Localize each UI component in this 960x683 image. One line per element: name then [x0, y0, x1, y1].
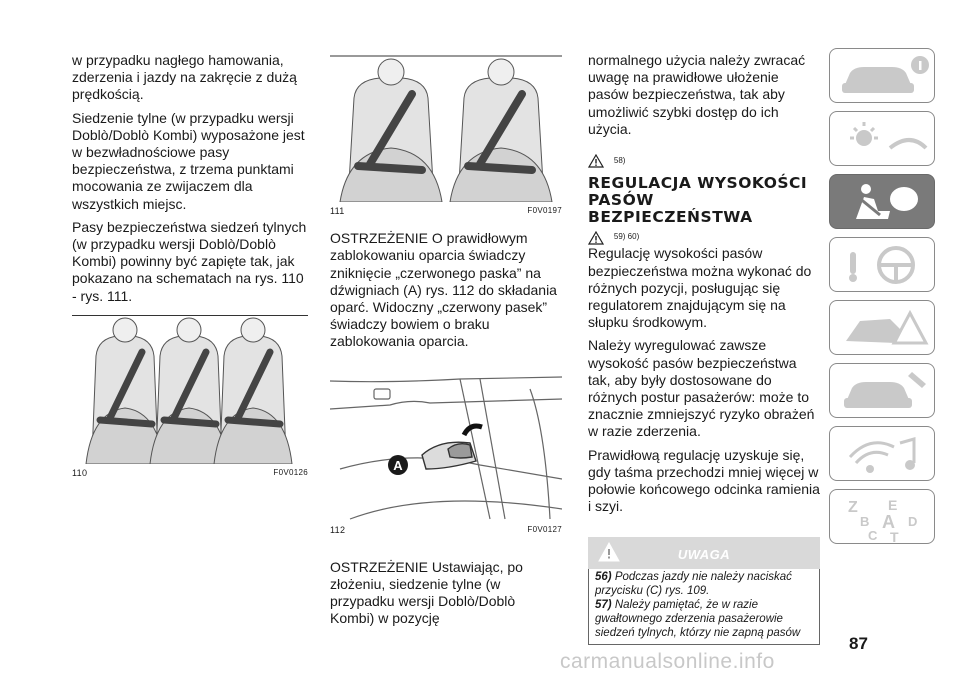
svg-text:T: T — [890, 529, 899, 545]
seat-belts-two-seats-illustration — [330, 52, 562, 202]
paragraph: w przypadku nagłego hamowania, zderzenia i jazdy na zakręcie z dużą prędkością. — [72, 52, 297, 103]
note-57 — [595, 599, 813, 640]
figure-number: 112 — [330, 524, 346, 535]
note-text: Podczas jazdy nie należy naciskać przycisku (C) rys. 109. — [595, 571, 792, 598]
warning-reference — [588, 152, 820, 169]
alphabetical-index-icon — [830, 490, 936, 545]
svg-text:B: B — [860, 514, 870, 529]
note-number: 57) — [595, 599, 612, 612]
warning-triangle-icon — [588, 231, 604, 245]
paragraph: Pasy bezpieczeństwa siedzeń tylnych (w przypadku wersji Doblò/Doblò Kombi) powinny być zapięte tak, jak pokazano na schematach na rys. 110 - rys. 111. — [72, 218, 307, 304]
paragraph: Siedzenie tylne (w przypadku wersji Doblò/Doblò Kombi) wyposażone jest w bezwładnościowe pasy bezpieczeństwa, z trzema punktami mocowania ze zwijaczem dla wszystkich miejsc. — [72, 109, 305, 212]
warning-ref-number: 59) 60) — [613, 232, 640, 242]
tab-safety[interactable] — [829, 174, 935, 229]
figure-code: F0V0197 — [527, 206, 562, 216]
seat-safety-icon — [830, 175, 936, 230]
note-number: 56) — [595, 571, 612, 584]
page-number: 87 — [849, 634, 868, 653]
tab-emergency[interactable] — [829, 300, 935, 355]
figure-112 — [330, 369, 562, 535]
steering-wheel-icon — [830, 238, 936, 293]
figure-111 — [330, 52, 562, 216]
caution-title: UWAGA — [677, 547, 731, 563]
paragraph: normalnego użycia należy zwracać uwagę na prawidłowe ułożenie pasów bezpieczeństwa, tak aby umożliwić szybki dostęp do ich użycia. — [588, 52, 806, 137]
paragraph: Należy wyregulować zawsze wysokość pasów bezpieczeństwa tak, aby były dostosowane do różnych postur pasażerów: może to znacznie zmniejszyć ryzyko obrażeń w razie zderzenia. — [588, 337, 815, 440]
column-right — [588, 52, 820, 645]
breakdown-warning-icon — [830, 301, 936, 356]
figure-caption — [330, 206, 562, 216]
seat-lever-illustration — [330, 369, 562, 521]
tab-maintenance[interactable] — [829, 363, 935, 418]
tab-index[interactable] — [829, 489, 935, 544]
figure-number: 111 — [330, 206, 345, 217]
column-middle — [330, 52, 562, 634]
callout-label: A — [393, 457, 403, 473]
maintenance-icon — [830, 364, 936, 419]
tab-multimedia[interactable] — [829, 426, 935, 481]
figure-code: F0V0127 — [527, 524, 562, 534]
paragraph: OSTRZEŻENIE Ustawiając, po złożeniu, siedzenie tylne (w przypadku wersji Doblò/Doblò Kombi) w pozycję — [330, 558, 523, 627]
warning-reference — [588, 228, 820, 245]
warning-ref-number: 58) — [613, 156, 626, 166]
tab-dashboard[interactable] — [829, 111, 935, 166]
warning-triangle-icon — [588, 154, 604, 168]
caution-notes — [588, 569, 820, 645]
paragraph: Prawidłową regulację uzyskuje się, gdy taśma przechodzi mniej więcej w połowie końcowego odcinka ramienia i szyi. — [588, 446, 820, 515]
note-56 — [595, 571, 813, 599]
figure-110 — [72, 315, 308, 478]
multimedia-icon — [830, 427, 936, 482]
tab-starting-driving[interactable] — [829, 237, 935, 292]
section-heading: REGULACJA WYSOKOŚCI PASÓW BEZPIECZEŃSTWA — [588, 174, 808, 227]
svg-text:E: E — [888, 497, 898, 513]
car-info-icon — [830, 49, 936, 104]
paragraph: OSTRZEŻENIE O prawidłowym zablokowaniu oparcia świadczy zniknięcie „czerwonego paska” na dźwigniach (A) rys. 112 do składania oparć. Widoczny „czerwony pasek” świadczy bowiem o braku zablokowania oparcia. — [330, 230, 557, 350]
column-left — [72, 52, 308, 478]
note-text: Należy pamiętać, że w razie gwałtownego zderzenia pasażerowie siedzeń tylnych, którzy nie zapną pasów — [595, 599, 801, 639]
figure-caption — [330, 525, 562, 535]
figure-number: 110 — [72, 468, 88, 479]
figure-code: F0V0126 — [273, 468, 308, 478]
caution-banner — [588, 537, 820, 569]
chapter-tabs — [829, 48, 935, 552]
svg-text:C: C — [868, 528, 878, 543]
watermark: carmanualsonline.info — [560, 650, 775, 673]
paragraph: Regulację wysokości pasów bezpieczeństwa można wykonać do różnych pozycji, posługując się regulatorem znajdującym się na słupku środkowym. — [588, 245, 812, 331]
tab-car-info[interactable] — [829, 48, 935, 103]
svg-text:Z: Z — [848, 499, 858, 516]
dashboard-lights-icon — [830, 112, 936, 167]
figure-caption — [72, 468, 308, 478]
rear-seats-belts-illustration — [72, 316, 308, 464]
svg-text:A: A — [882, 512, 895, 532]
svg-text:D: D — [908, 514, 918, 529]
